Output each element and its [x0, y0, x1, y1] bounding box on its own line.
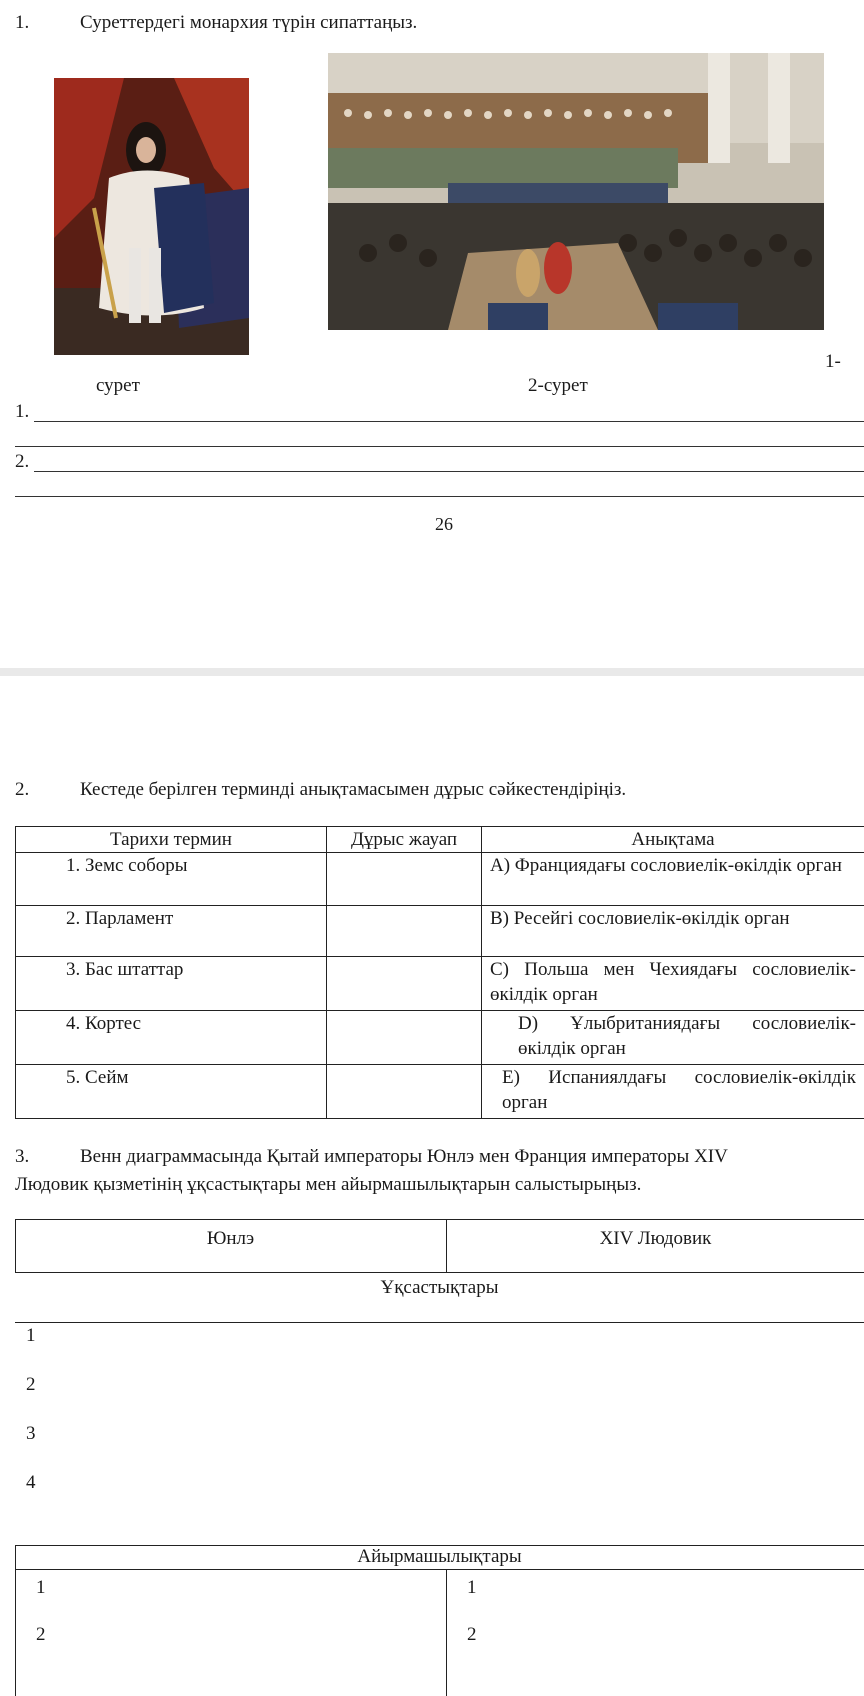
header-term: Тарихи термин: [16, 827, 327, 853]
definition-2: В) Ресейгі сословиелік-өкілдік орган: [482, 906, 864, 957]
definition-3: С) Польша мен Чехиядағы сословиелік-өкілдік орган: [482, 957, 864, 1011]
term-1: 1. Земс соборы: [16, 853, 327, 906]
answer-cell-5[interactable]: [327, 1065, 482, 1119]
answer-line-1-label: 1.: [15, 401, 30, 422]
page-separator: [0, 668, 864, 676]
definition-1: А) Франциядағы сословиелік-өкілдік орган: [482, 853, 864, 906]
term-3: 3. Бас штаттар: [16, 957, 327, 1011]
caption-1-part-b: сурет: [96, 375, 140, 396]
caption-2: 2-сурет: [528, 375, 588, 396]
answer-line-2b[interactable]: [15, 496, 864, 497]
q3-text-line2: Людовик қызметінің ұқсастықтары мен айырмашылықтарын салыстырыңыз.: [15, 1174, 642, 1195]
rule-after-header: [15, 1272, 864, 1273]
answer-cell-2[interactable]: [327, 906, 482, 957]
q3-number: 3.: [15, 1146, 30, 1167]
venn-col-right: XIV Людовик: [599, 1228, 712, 1249]
answer-cell-1[interactable]: [327, 853, 482, 906]
similarity-item[interactable]: 4: [26, 1472, 36, 1493]
estates-general-painting: [328, 53, 824, 330]
difference-left-item[interactable]: 2: [36, 1624, 46, 1645]
q2-number: 2.: [15, 779, 30, 800]
definition-4: D) Ұлыбританиядағы сословиелік-өкілдік орган: [482, 1011, 864, 1065]
difference-right-item[interactable]: 1: [467, 1577, 477, 1598]
similarity-item[interactable]: 1: [26, 1325, 36, 1346]
term-5: 5. Сейм: [16, 1065, 327, 1119]
rule-top: [15, 1219, 864, 1220]
venn-col-left: Юнлэ: [206, 1228, 255, 1249]
rule-diff-divider: [446, 1569, 447, 1696]
similarity-item[interactable]: 3: [26, 1423, 36, 1444]
q1-number: 1.: [15, 12, 30, 33]
answer-line-1b[interactable]: [15, 446, 864, 447]
q1-text: Суреттердегі монархия түрін сипаттаңыз.: [80, 12, 418, 33]
difference-left-item[interactable]: 1: [36, 1577, 46, 1598]
similarities-title: Ұқсастықтары: [380, 1277, 499, 1298]
definition-5: E) Испаниялдағы сословиелік-өкілдік орган: [482, 1065, 864, 1119]
answer-line-1[interactable]: [34, 421, 864, 422]
answer-line-2[interactable]: [34, 471, 864, 472]
matching-table: [15, 826, 864, 1119]
q3-text-line1: Венн диаграммасында Қытай императоры Юнлэ мен Франция императоры XIV: [80, 1146, 728, 1167]
header-answer: Дұрыс жауап: [327, 827, 482, 853]
header-definition: Анықтама: [482, 827, 864, 853]
difference-right-item[interactable]: 2: [467, 1624, 477, 1645]
answer-line-2-label: 2.: [15, 451, 30, 472]
rule-after-similarities: [15, 1322, 864, 1323]
king-portrait-image: [54, 78, 249, 355]
term-4: 4. Кортес: [16, 1011, 327, 1065]
rule-after-differences: [15, 1569, 864, 1570]
term-2: 2. Парламент: [16, 906, 327, 957]
page-number: 26: [435, 514, 453, 534]
similarity-item[interactable]: 2: [26, 1374, 36, 1395]
q2-text: Кестеде берілген терминді анықтамасымен дұрыс сәйкестендіріңіз.: [80, 779, 627, 800]
answer-cell-3[interactable]: [327, 957, 482, 1011]
caption-1-part-a: 1-: [825, 351, 841, 372]
answer-cell-4[interactable]: [327, 1011, 482, 1065]
differences-title: Айырмашылықтары: [357, 1546, 522, 1567]
